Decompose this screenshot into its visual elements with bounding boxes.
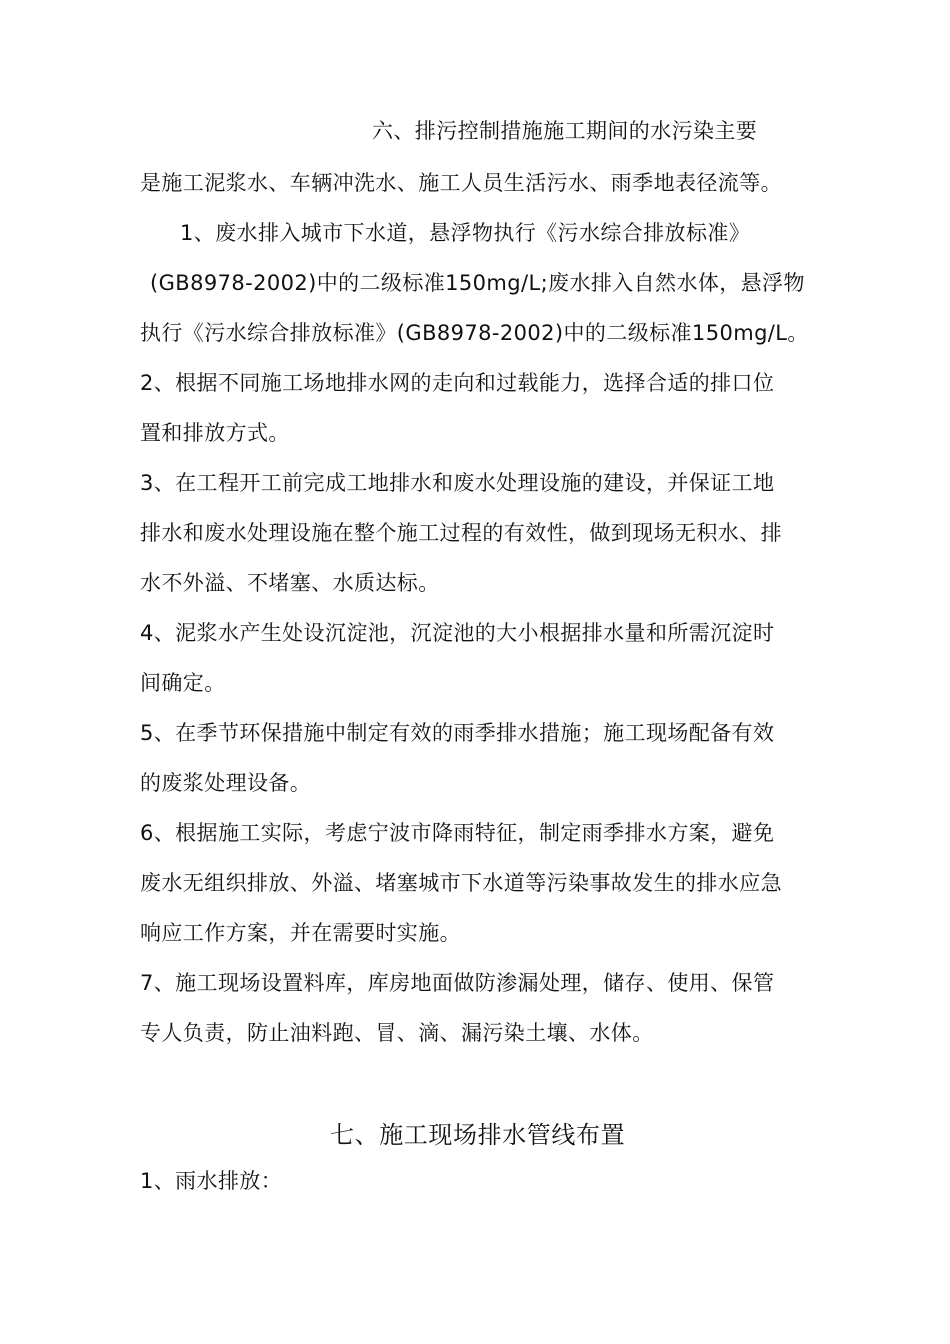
item2-line1: 2、根据不同施工场地排水网的走向和过载能力，选择合适的排口位 — [140, 371, 775, 395]
item6-line2: 废水无组织排放、外溢、堵塞城市下水道等污染事故发生的排水应急 — [140, 871, 782, 895]
section6-heading-line: 六、排污控制措施施工期间的水污染主要 — [372, 119, 758, 143]
item4-line2: 间确定。 — [140, 671, 226, 695]
item3-line2: 排水和废水处理设施在整个施工过程的有效性，做到现场无积水、排 — [140, 521, 782, 545]
item1-line1: 1、废水排入城市下水道，悬浮物执行《污水综合排放标准》 — [180, 221, 751, 245]
section7-heading: 七、施工现场排水管线布置 — [330, 1121, 626, 1149]
item5-line2: 的废浆处理设备。 — [140, 771, 312, 795]
item2-line2: 置和排放方式。 — [140, 421, 290, 445]
item1-line3: 执行《污水综合排放标准》(GB8978-2002)中的二级标准150mg/L。 — [140, 321, 809, 345]
item7-line1: 7、施工现场设置料库，库房地面做防渗漏处理，储存、使用、保管 — [140, 971, 775, 995]
item3-line3: 水不外溢、不堵塞、水质达标。 — [140, 571, 440, 595]
item1-line2: (GB8978-2002)中的二级标准150mg/L;废水排入自然水体，悬浮物 — [150, 271, 805, 295]
item4-line1: 4、泥浆水产生处设沉淀池，沉淀池的大小根据排水量和所需沉淀时 — [140, 621, 775, 645]
item6-line3: 响应工作方案，并在需要时实施。 — [140, 921, 461, 945]
section6-intro-line: 是施工泥浆水、车辆冲洗水、施工人员生活污水、雨季地表径流等。 — [140, 171, 782, 195]
item3-line1: 3、在工程开工前完成工地排水和废水处理设施的建设，并保证工地 — [140, 471, 775, 495]
section7-item1: 1、雨水排放： — [140, 1169, 283, 1193]
item7-line2: 专人负责，防止油料跑、冒、滴、漏污染土壤、水体。 — [140, 1021, 654, 1045]
item5-line1: 5、在季节环保措施中制定有效的雨季排水措施；施工现场配备有效 — [140, 721, 775, 745]
item6-line1: 6、根据施工实际，考虑宁波市降雨特征，制定雨季排水方案，避免 — [140, 821, 775, 845]
